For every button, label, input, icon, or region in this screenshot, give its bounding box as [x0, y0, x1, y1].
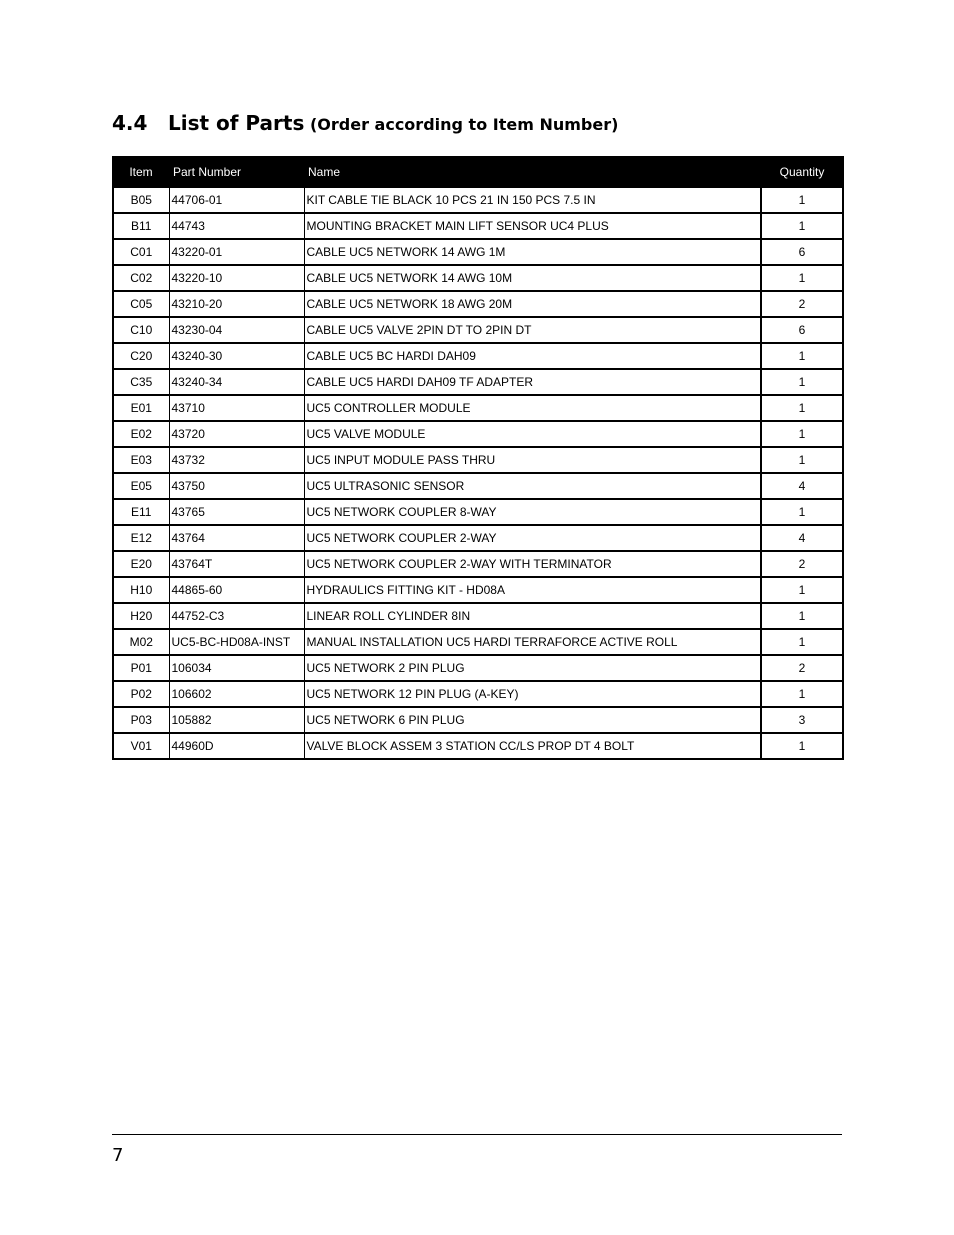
cell-quantity: 2 [761, 551, 843, 577]
cell-part-number: UC5-BC-HD08A-INST [169, 629, 304, 655]
cell-quantity: 4 [761, 525, 843, 551]
table-row [113, 213, 843, 239]
header-name: Name [304, 157, 761, 187]
header-row [113, 157, 843, 187]
cell-item: C35 [113, 369, 169, 395]
cell-item: P01 [113, 655, 169, 681]
header-item: Item [113, 157, 169, 187]
cell-name: HYDRAULICS FITTING KIT - HD08A [304, 577, 761, 603]
table-row [113, 707, 843, 733]
table-row [113, 343, 843, 369]
cell-name: CABLE UC5 NETWORK 18 AWG 20M [304, 291, 761, 317]
cell-item: E03 [113, 447, 169, 473]
table-row [113, 603, 843, 629]
table-row [113, 239, 843, 265]
cell-name: UC5 NETWORK 2 PIN PLUG [304, 655, 761, 681]
table-row [113, 629, 843, 655]
cell-item: C20 [113, 343, 169, 369]
table-row [113, 525, 843, 551]
cell-part-number: 44865-60 [169, 577, 304, 603]
cell-part-number: 43240-30 [169, 343, 304, 369]
cell-name: VALVE BLOCK ASSEM 3 STATION CC/LS PROP DT 4 BOLT [304, 733, 761, 759]
cell-item: E20 [113, 551, 169, 577]
cell-item: C10 [113, 317, 169, 343]
cell-item: E11 [113, 499, 169, 525]
cell-item: E05 [113, 473, 169, 499]
table-row [113, 499, 843, 525]
cell-name: CABLE UC5 NETWORK 14 AWG 10M [304, 265, 761, 291]
cell-name: UC5 CONTROLLER MODULE [304, 395, 761, 421]
table-row [113, 473, 843, 499]
cell-name: MANUAL INSTALLATION UC5 HARDI TERRAFORCE ACTIVE ROLL [304, 629, 761, 655]
cell-part-number: 43220-01 [169, 239, 304, 265]
cell-item: C02 [113, 265, 169, 291]
cell-item: E02 [113, 421, 169, 447]
cell-part-number: 44752-C3 [169, 603, 304, 629]
cell-name: CABLE UC5 NETWORK 14 AWG 1M [304, 239, 761, 265]
section-title-wrap [168, 108, 618, 140]
footer-divider [112, 1134, 842, 1135]
cell-quantity: 1 [761, 499, 843, 525]
cell-part-number: 105882 [169, 707, 304, 733]
cell-part-number: 43764 [169, 525, 304, 551]
cell-part-number: 43750 [169, 473, 304, 499]
table-row [113, 447, 843, 473]
cell-quantity: 1 [761, 369, 843, 395]
cell-quantity: 1 [761, 395, 843, 421]
cell-part-number: 44743 [169, 213, 304, 239]
cell-quantity: 1 [761, 577, 843, 603]
cell-item: V01 [113, 733, 169, 759]
cell-name: LINEAR ROLL CYLINDER 8IN [304, 603, 761, 629]
table-row [113, 265, 843, 291]
table-row [113, 291, 843, 317]
cell-name: UC5 NETWORK 6 PIN PLUG [304, 707, 761, 733]
table-row [113, 733, 843, 759]
section-number: 4.4 [112, 111, 148, 135]
cell-name: UC5 NETWORK COUPLER 2-WAY [304, 525, 761, 551]
table-row [113, 395, 843, 421]
cell-name: UC5 INPUT MODULE PASS THRU [304, 447, 761, 473]
table-row [113, 317, 843, 343]
cell-part-number: 43764T [169, 551, 304, 577]
cell-quantity: 1 [761, 447, 843, 473]
header-part-number: Part Number [169, 157, 304, 187]
cell-item: B05 [113, 187, 169, 213]
cell-item: E01 [113, 395, 169, 421]
cell-quantity: 2 [761, 655, 843, 681]
cell-part-number: 43220-10 [169, 265, 304, 291]
header-quantity: Quantity [761, 157, 843, 187]
cell-part-number: 44706-01 [169, 187, 304, 213]
cell-name: UC5 VALVE MODULE [304, 421, 761, 447]
cell-item: H20 [113, 603, 169, 629]
table-row [113, 551, 843, 577]
table-row [113, 655, 843, 681]
cell-item: P03 [113, 707, 169, 733]
cell-name: UC5 NETWORK 12 PIN PLUG (A-KEY) [304, 681, 761, 707]
cell-name: CABLE UC5 BC HARDI DAH09 [304, 343, 761, 369]
cell-item: C01 [113, 239, 169, 265]
cell-part-number: 43710 [169, 395, 304, 421]
cell-item: H10 [113, 577, 169, 603]
table-row [113, 681, 843, 707]
parts-table-header [113, 157, 843, 187]
cell-quantity: 1 [761, 681, 843, 707]
cell-part-number: 43240-34 [169, 369, 304, 395]
cell-quantity: 2 [761, 291, 843, 317]
section-subtitle: (Order according to Item Number) [309, 115, 619, 134]
section-title: List of Parts [168, 111, 305, 135]
cell-quantity: 6 [761, 239, 843, 265]
page-number: 7 [112, 1145, 124, 1166]
cell-quantity: 4 [761, 473, 843, 499]
cell-part-number: 43765 [169, 499, 304, 525]
cell-name: UC5 ULTRASONIC SENSOR [304, 473, 761, 499]
table-row [113, 577, 843, 603]
cell-name: KIT CABLE TIE BLACK 10 PCS 21 IN 150 PCS 7.5 IN [304, 187, 761, 213]
table-row [113, 369, 843, 395]
cell-part-number: 106034 [169, 655, 304, 681]
cell-item: B11 [113, 213, 169, 239]
cell-name: UC5 NETWORK COUPLER 2-WAY WITH TERMINATOR [304, 551, 761, 577]
cell-item: C05 [113, 291, 169, 317]
cell-quantity: 1 [761, 265, 843, 291]
cell-quantity: 1 [761, 187, 843, 213]
table-row [113, 187, 843, 213]
parts-table [112, 156, 844, 760]
cell-part-number: 43210-20 [169, 291, 304, 317]
cell-name: UC5 NETWORK COUPLER 8-WAY [304, 499, 761, 525]
cell-item: P02 [113, 681, 169, 707]
cell-quantity: 1 [761, 603, 843, 629]
cell-quantity: 1 [761, 421, 843, 447]
cell-quantity: 3 [761, 707, 843, 733]
table-row [113, 421, 843, 447]
cell-quantity: 6 [761, 317, 843, 343]
cell-quantity: 1 [761, 629, 843, 655]
cell-quantity: 1 [761, 343, 843, 369]
cell-part-number: 44960D [169, 733, 304, 759]
cell-item: M02 [113, 629, 169, 655]
cell-part-number: 106602 [169, 681, 304, 707]
cell-part-number: 43732 [169, 447, 304, 473]
section-heading [112, 108, 842, 140]
cell-item: E12 [113, 525, 169, 551]
cell-part-number: 43720 [169, 421, 304, 447]
cell-quantity: 1 [761, 213, 843, 239]
cell-name: CABLE UC5 HARDI DAH09 TF ADAPTER [304, 369, 761, 395]
cell-name: CABLE UC5 VALVE 2PIN DT TO 2PIN DT [304, 317, 761, 343]
cell-quantity: 1 [761, 733, 843, 759]
cell-part-number: 43230-04 [169, 317, 304, 343]
cell-name: MOUNTING BRACKET MAIN LIFT SENSOR UC4 PLUS [304, 213, 761, 239]
parts-table-body [113, 187, 843, 759]
